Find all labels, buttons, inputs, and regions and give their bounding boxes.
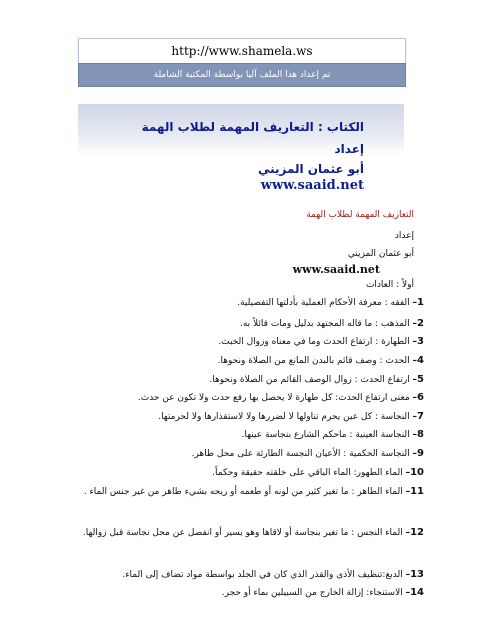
item-dash: – <box>412 430 418 440</box>
list-item <box>44 522 424 544</box>
list-item <box>44 335 424 349</box>
item-dash: – <box>412 298 418 308</box>
item-dash: – <box>412 375 418 385</box>
item-text: الماء الطهور: الماء الباقي على خلقته حقيقة وحكماً. <box>212 468 406 478</box>
section-heading: أولاً : العادات <box>365 280 414 290</box>
item-number: 6 <box>417 392 424 403</box>
item-number: 11 <box>410 486 424 497</box>
item-number: 13 <box>410 569 424 580</box>
source-url[interactable]: http://www.shamela.ws <box>78 38 406 64</box>
item-text: الدبغ:تنظيف الأذى والقذر الذي كان في الجلد بواسطة مواد تضاف إلى الماء. <box>122 570 406 580</box>
list-item <box>44 586 424 600</box>
item-number: 7 <box>417 411 424 422</box>
item-number: 12 <box>410 527 424 538</box>
item-dash: – <box>405 588 411 598</box>
list-item <box>44 447 424 461</box>
cover-block <box>78 104 404 200</box>
document-title: التعاريف المهمة لطلاب الهمة <box>306 210 414 220</box>
item-dash: – <box>405 468 411 478</box>
list-item <box>44 410 424 424</box>
item-dash: – <box>412 412 418 422</box>
item-text: الماء النجس : ما تغير بنجاسة أو لاقاها وهو يسير أو انفصل عن محل نجاسة قبل زوالها. <box>82 528 406 538</box>
author-name: أبو عثمان المزيني <box>347 249 414 259</box>
item-text: الفقه : معرفة الأحكام العملية بأدلتها التفصيلية. <box>237 298 413 308</box>
item-text: النجاسة : كل عين يحرم تناولها لا لضررها ولا لاستقذارها ولا لحرمتها. <box>158 412 413 422</box>
item-dash: – <box>412 337 418 347</box>
list-item <box>44 296 424 310</box>
item-text: المذهب : ما قاله المجتهد بدليل ومات قائلاً به. <box>239 319 413 329</box>
item-text: الطهارة : ارتفاع الحدث وما في معناه وزوال الخبث. <box>218 337 413 347</box>
item-number: 5 <box>417 374 424 385</box>
cover-site-link[interactable]: www.saaid.net <box>260 178 364 193</box>
item-dash: – <box>412 393 418 403</box>
list-item <box>44 354 424 368</box>
cover-author: أبو عثمان المزيني <box>257 162 364 176</box>
item-text: ارتفاع الحدث : زوال الوصف القائم من الصلاة ونحوها. <box>209 375 413 385</box>
item-number: 2 <box>417 318 424 329</box>
item-dash: – <box>412 356 418 366</box>
list-item <box>44 391 424 405</box>
item-number: 8 <box>417 429 424 440</box>
cover-book-title: الكتاب : التعاريف المهمة لطلاب الهمة <box>141 120 364 134</box>
item-text: معنى ارتفاع الحدث: كل طهارة لا يحصل بها رفع حدث ولا تكون عن حدث. <box>137 393 413 403</box>
list-item <box>44 568 424 582</box>
item-dash: – <box>412 319 418 329</box>
item-number: 3 <box>417 336 424 347</box>
cover-prepared-label: إعداد <box>334 142 364 156</box>
item-text: الحدث : وصف قائم بالبدن المانع من الصلاة ونحوها. <box>217 356 413 366</box>
item-number: 1 <box>417 297 424 308</box>
item-number: 14 <box>410 587 424 598</box>
item-text: الاستنجاء: إزالة الخارج من السبيلين بماء أو حجر. <box>221 588 406 598</box>
item-number: 10 <box>410 467 424 478</box>
generator-band: تم إعداد هذا الملف آليا بواسطة المكتبة الشاملة <box>78 63 406 87</box>
item-text: النجاسة الحكمية : الأعيان النجسة الطارئة على محل طاهر. <box>191 449 413 459</box>
item-number: 4 <box>417 355 424 366</box>
list-item <box>44 466 424 480</box>
item-dash: – <box>405 528 411 538</box>
item-number: 9 <box>417 448 424 459</box>
item-dash: – <box>412 449 418 459</box>
prepared-label: إعداد <box>394 231 414 241</box>
item-text: الماء الطاهر : ما تغير كثير من لونه أو طعمه أو ريحه بشيء طاهر من غير جنس الماء . <box>83 487 406 497</box>
list-item <box>44 373 424 387</box>
list-item <box>44 428 424 442</box>
item-dash: – <box>405 570 411 580</box>
list-item <box>44 317 424 331</box>
item-text: النجاسة العينية : ماحكم الشارع بنجاسة عينها. <box>241 430 413 440</box>
item-dash: – <box>405 487 411 497</box>
site-link[interactable]: www.saaid.net <box>292 263 380 276</box>
list-item <box>44 485 424 499</box>
